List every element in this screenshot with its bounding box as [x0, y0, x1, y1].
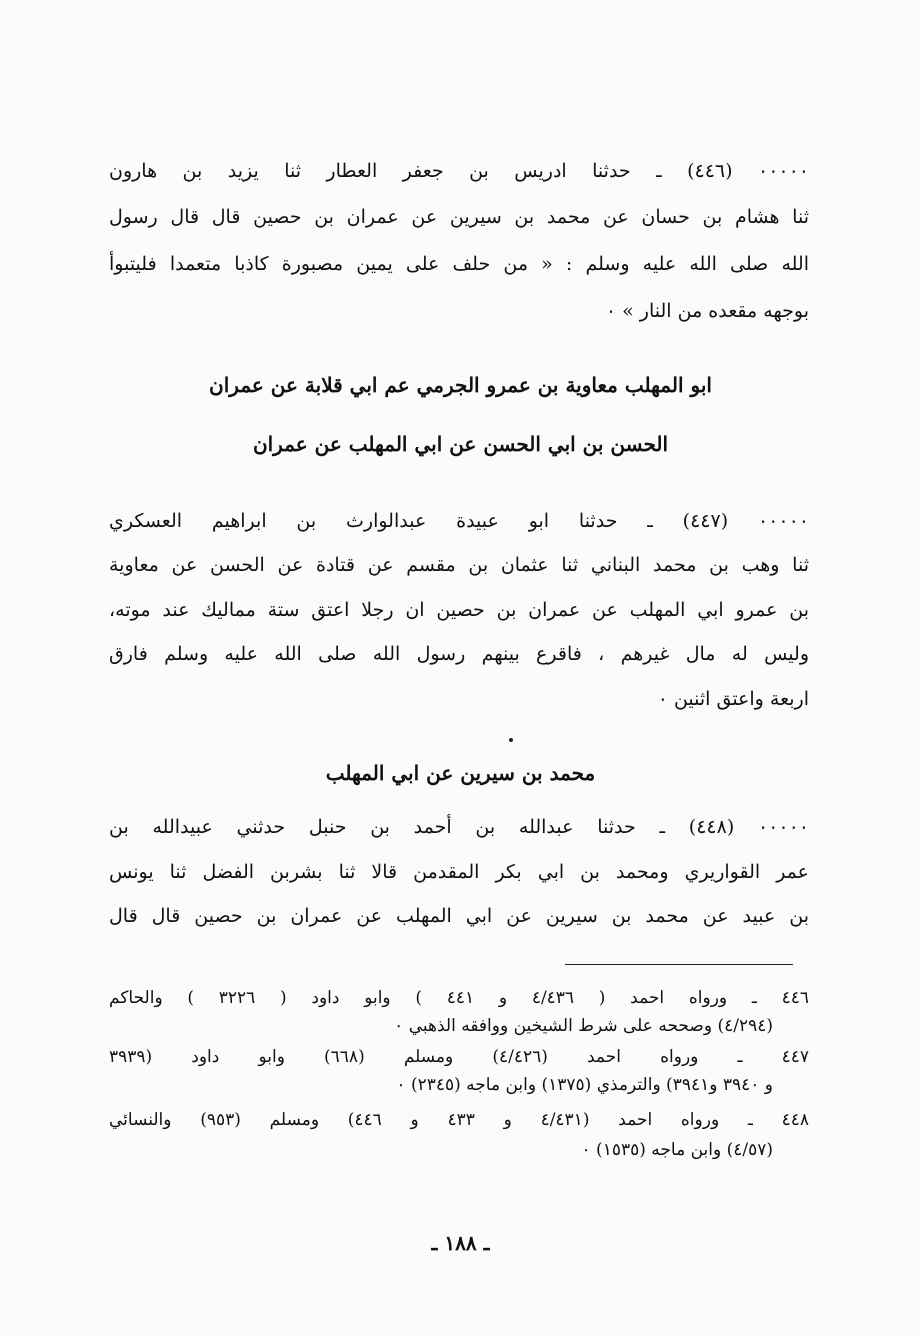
- text-line: ٠٠٠٠٠ (٤٤٦) ـ حدثنا ادريس بن جعفر العطار ثنا يزيد بن هارون: [109, 160, 810, 182]
- text-line: بن عبيد عن محمد بن سيرين عن ابي المهلب عن عمران بن حصين قال قال: [109, 905, 809, 927]
- text-line: ثنا وهب بن محمد البناني ثنا عثمان بن مقسم عن قتادة عن الحسن عن معاوية: [109, 554, 809, 576]
- footnote-line: ٤٤٦ ـ ورواه احمد ( ٤/٤٣٦ و ٤٤١ ) وابو داود ( ٣٢٢٦ ) والحاكم: [109, 988, 809, 1008]
- text-line: ٠٠٠٠٠ (٤٤٨) ـ حدثنا عبدالله بن أحمد بن حنبل حدثني عبيدالله بن: [109, 816, 809, 838]
- page-number: ـ ١٨٨ ـ: [431, 1231, 490, 1255]
- stray-mark: [509, 738, 513, 742]
- text-line: بوجهه مقعده من النار » ٠: [605, 300, 809, 322]
- section-heading: محمد بن سيرين عن ابي المهلب: [325, 761, 596, 785]
- text-line: اربعة واعتق اثنين ٠: [657, 688, 809, 710]
- text-line: عمر القواريري ومحمد بن ابي بكر المقدمن قالا ثنا بشربن الفضل ثنا يونس: [109, 861, 809, 883]
- section-heading: الحسن بن ابي الحسن عن ابي المهلب عن عمران: [252, 432, 669, 456]
- text-line: الله صلى الله عليه وسلم : « من حلف على يمين مصبورة كاذبا متعمدا فليتبوأ: [109, 253, 809, 275]
- footnote-line: ٤٤٨ ـ ورواه احمد (٤/٤٣١ و ٤٣٣ و ٤٤٦) ومسلم (٩٥٣) والنسائي: [109, 1110, 809, 1130]
- footnote-line: (٤/٢٩٤) وصححه على شرط الشيخين ووافقه الذهبي ٠: [394, 1016, 773, 1036]
- text-line: ٠٠٠٠٠ (٤٤٧) ـ حدثنا ابو عبيدة عبدالوارث بن ابراهيم العسكري: [109, 510, 809, 532]
- footnote-line: (٤/٥٧) وابن ماجه (١٥٣٥) ٠: [581, 1140, 773, 1160]
- footnote-line: و ٣٩٤٠ و٣٩٤١) والترمذي (١٣٧٥) وابن ماجه (٢٣٤٥) ٠: [396, 1075, 773, 1095]
- footnote-separator: [565, 964, 793, 965]
- text-line: وليس له مال غيرهم ، فاقرع بينهم رسول الله صلى الله عليه وسلم فارق: [109, 643, 809, 665]
- text-line: ثنا هشام بن حسان عن محمد بن سيرين عن عمران بن حصين قال قال رسول: [109, 206, 809, 228]
- text-line: بن عمرو ابي المهلب عن عمران بن حصين ان رجلا اعتق ستة مماليك عند موته،: [109, 599, 809, 621]
- section-heading: ابو المهلب معاوية بن عمرو الجرمي عم ابي قلابة عن عمران: [209, 373, 712, 397]
- footnote-line: ٤٤٧ ـ ورواه احمد (٤/٤٢٦) ومسلم (٦٦٨) وابو داود (٣٩٣٩: [109, 1047, 809, 1067]
